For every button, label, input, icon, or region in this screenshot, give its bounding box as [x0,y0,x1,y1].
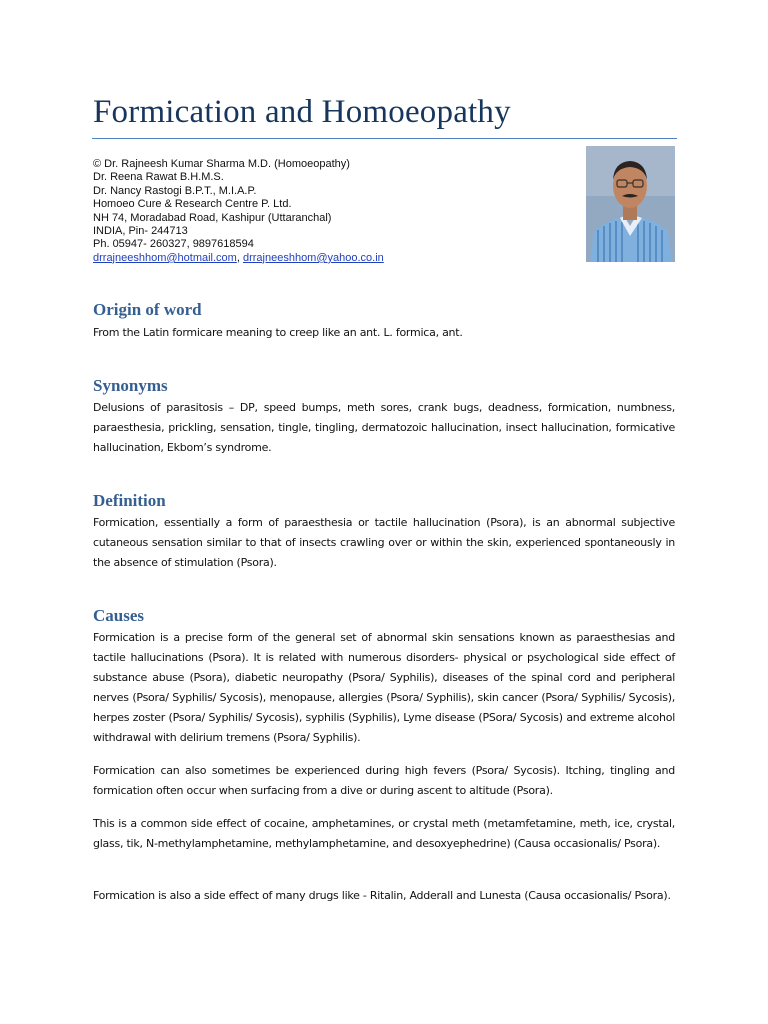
contact-line: INDIA, Pin- 244713 [93,225,188,238]
section-heading-origin: Origin of word [93,300,202,319]
contact-emails [93,252,573,265]
definition-text: Formication, essentially a form of paraesthesia or tactile hallucination (Psora), is an abnormal subjective cutaneous sensation similar to that of insects crawling over or within the skin, experienced spontaneously in the absence of stimulation (Psora). [93,516,675,569]
email-link-hotmail[interactable]: drrajneeshhom@hotmail.com [93,251,237,264]
email-link-yahoo[interactable]: drrajneeshhom@yahoo.co.in [242,251,384,264]
email-separator: , [236,251,243,264]
page-title: Formication and Homoeopathy [93,94,511,130]
contact-line: Ph. 05947- 260327, 9897618594 [93,238,254,251]
section-heading-causes: Causes [93,606,145,625]
causes-paragraph-2: Formication can also sometimes be experienced during high fevers (Psora/ Sycosis). Itching, tingling and formication often occur when surfacing from a dive or during ascent to altitude (Psora). [93,764,675,797]
contact-line: Dr. Reena Rawat B.H.M.S. [93,171,224,184]
contact-line: Homoeo Cure & Research Centre P. Ltd. [93,198,292,211]
contact-line: NH 74, Moradabad Road, Kashipur (Uttaranchal) [93,211,332,224]
causes-paragraph-3: This is a common side effect of cocaine, amphetamines, or crystal meth (metamfetamine, meth, ice, crystal, glass, tik, N-methylamphetamine, methylamphetamine, and desoxyephedrine) (Causa occasionalis/ Psora). [93,817,675,850]
origin-text: From the Latin formicare meaning to creep like an ant. L. formica, ant. [93,326,463,339]
section-heading-synonyms: Synonyms [93,376,168,395]
author-contact-block [93,158,573,265]
title-underline [92,138,677,139]
contact-line: © Dr. Rajneesh Kumar Sharma M.D. (Homoeopathy) [93,158,350,170]
causes-paragraph-1: Formication is a precise form of the general set of abnormal skin sensations known as paraesthesias and tactile hallucinations (Psora). It is related with numerous disorders- physical or psychological side effect of substance abuse (Psora), diabetic neuropathy (Psora/ Syphilis), diseases of the spinal cord and peripheral nerves (Psora/ Syphilis/ Sycosis), menopause, allergies (Psora/ Syphilis), skin cancer (Psora/ Syphilis/ Sycosis), herpes zoster (Psora/ Syphilis/ Sycosis), syphilis (Syphilis), Lyme disease (PSora/ Sycosis) and extreme alcohol withdrawal with delirium tremens (Psora/ Syphilis). [93,631,675,744]
author-photo [586,146,675,262]
causes-paragraph-4: Formication is also a side effect of many drugs like - Ritalin, Adderall and Lunesta (Causa occasionalis/ Psora). [93,889,671,902]
synonyms-text: Delusions of parasitosis – DP, speed bumps, meth sores, crank bugs, deadness, formication, numbness, paraesthesia, prickling, sensation, tingle, tingling, dermatozoic hallucination, insect hallucination, formicative hallucination, Ekbom’s syndrome. [93,401,675,454]
section-heading-definition: Definition [93,491,166,510]
contact-line: Dr. Nancy Rastogi B.P.T., M.I.A.P. [93,184,257,197]
